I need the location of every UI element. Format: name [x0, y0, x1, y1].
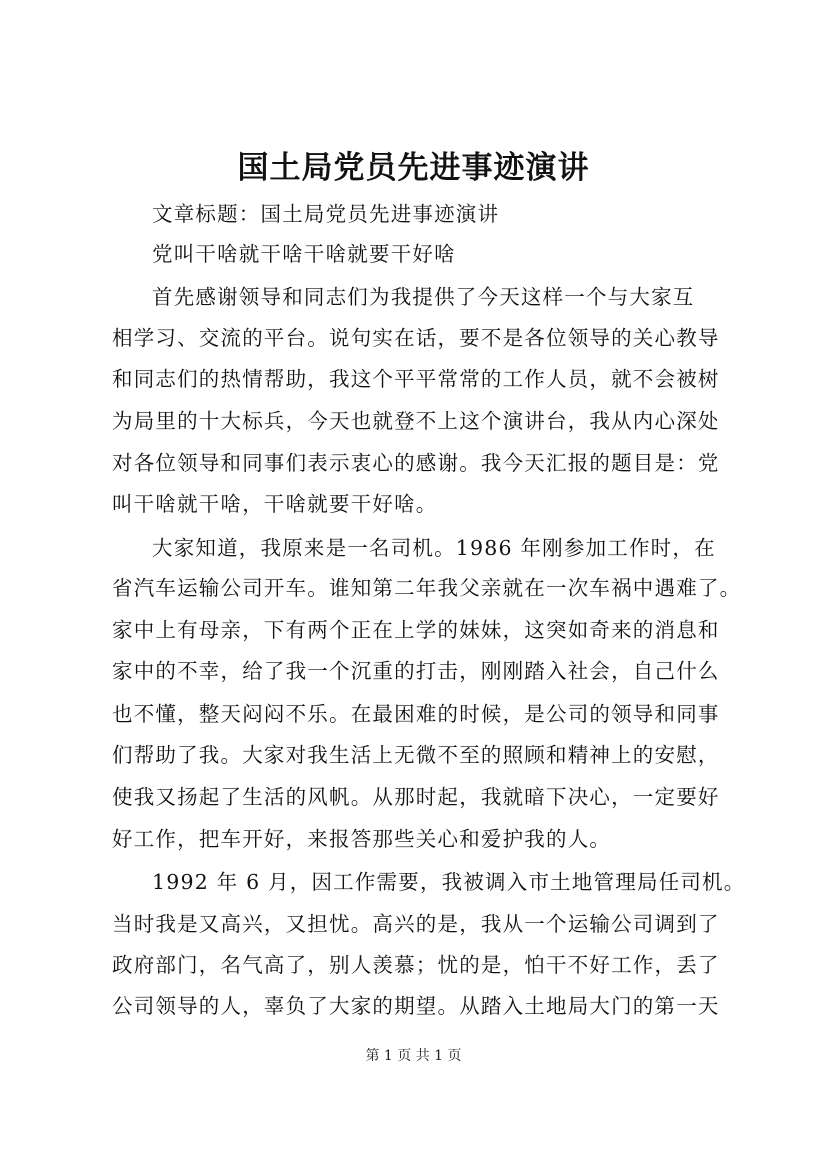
paragraph-line: 当时我是又高兴，又担忧。高兴的是，我从一个运输公司调到了 — [112, 912, 720, 936]
paragraph-line: 叫干啥就干啥，干啥就要干好啥。 — [112, 492, 438, 516]
paragraph-line: 大家知道，我原来是一名司机。1986 年刚参加工作时，在 — [152, 536, 716, 560]
page-number: 第 1 页 共 1 页 — [365, 1048, 462, 1064]
article-title-line: 文章标题：国土局党员先进事迹演讲 — [152, 202, 500, 226]
paragraph-line: 对各位领导和同事们表示衷心的感谢。我今天汇报的题目是：党 — [112, 451, 720, 475]
paragraph-line: 省汽车运输公司开车。谁知第二年我父亲就在一次车祸中遇难了。 — [112, 576, 742, 600]
paragraph-line: 首先感谢领导和同志们为我提供了今天这样一个与大家互 — [152, 285, 695, 309]
paragraph-line: 家中上有母亲，下有两个正在上学的妹妹，这突如奇来的消息和 — [112, 618, 720, 642]
paragraph-line: 使我又扬起了生活的风帆。从那时起，我就暗下决心，一定要好 — [112, 785, 720, 809]
paragraph-line: 和同志们的热情帮助，我这个平平常常的工作人员，就不会被树 — [112, 367, 720, 391]
paragraph-line: 政府部门，名气高了，别人羡慕；忧的是，怕干不好工作，丢了 — [112, 953, 720, 977]
paragraph-line: 为局里的十大标兵，今天也就登不上这个演讲台，我从内心深处 — [112, 409, 720, 433]
document-title: 国土局党员先进事迹演讲 — [237, 150, 590, 186]
paragraph-line: 也不懂，整天闷闷不乐。在最困难的时候，是公司的领导和同事 — [112, 702, 720, 726]
subtitle-line: 党叫干啥就干啥干啥就要干好啥 — [152, 242, 456, 266]
paragraph-line: 公司领导的人，辜负了大家的期望。从踏入土地局大门的第一天 — [112, 994, 720, 1018]
paragraph-line: 1992 年 6 月，因工作需要，我被调入市土地管理局任司机。 — [152, 870, 746, 894]
paragraph-line: 们帮助了我。大家对我生活上无微不至的照顾和精神上的安慰， — [112, 743, 720, 767]
paragraph-line: 好工作，把车开好，来报答那些关心和爱护我的人。 — [112, 827, 612, 851]
paragraph-line: 相学习、交流的平台。说句实在话，要不是各位领导的关心教导 — [112, 326, 720, 350]
paragraph-line: 家中的不幸，给了我一个沉重的打击，刚刚踏入社会，自己什么 — [112, 659, 720, 683]
